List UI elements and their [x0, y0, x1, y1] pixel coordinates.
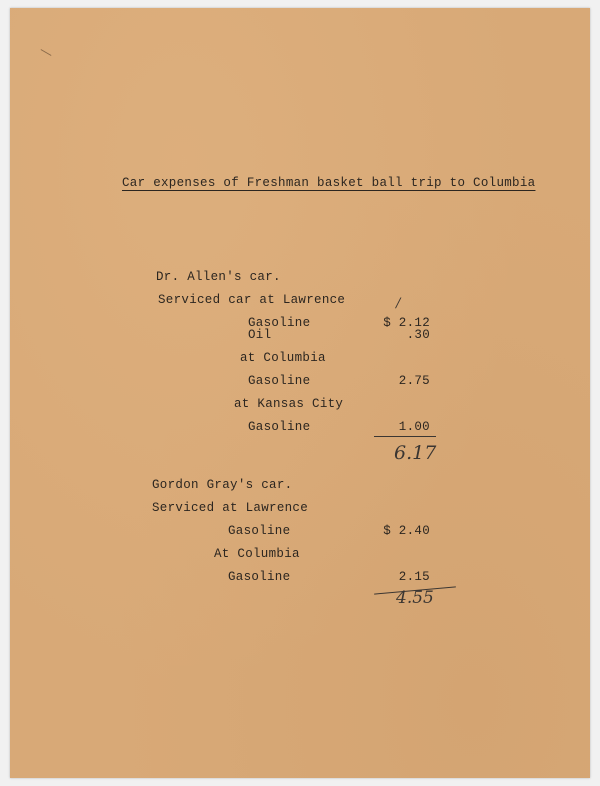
allen-gasoline-3-label: Gasoline	[248, 420, 311, 434]
allen-gasoline-2-amount: 2.75	[398, 374, 430, 388]
document-page	[10, 8, 590, 778]
document-title: Car expenses of Freshman basket ball trip to Columbia	[122, 176, 536, 190]
gray-gasoline-2-label: Gasoline	[228, 570, 291, 584]
gray-gasoline-2-amount: 2.15	[398, 570, 430, 584]
allen-gasoline-1-label: Gasoline	[248, 316, 311, 330]
gray-gasoline-1-label: Gasoline	[228, 524, 291, 538]
allen-at-kansas-city: at Kansas City	[234, 397, 344, 411]
allen-oil-amount: .30	[406, 328, 430, 342]
gray-gasoline-1-amount: $ 2.40	[383, 524, 430, 538]
allen-heading: Dr. Allen's car.	[156, 270, 281, 284]
allen-gasoline-2-label: Gasoline	[248, 374, 311, 388]
gray-heading: Gordon Gray's car.	[152, 478, 293, 492]
gray-serviced-line: Serviced at Lawrence	[152, 501, 309, 515]
allen-serviced-line: Serviced car at Lawrence	[158, 293, 346, 307]
allen-gasoline-1-amount: $ 2.12	[383, 316, 430, 330]
allen-tick-mark: /	[396, 296, 401, 311]
allen-gasoline-3-amount: 1.00	[398, 420, 430, 434]
gray-at-columbia: At Columbia	[214, 547, 300, 561]
allen-at-columbia: at Columbia	[240, 351, 326, 365]
allen-total-rule	[374, 436, 436, 437]
allen-total-handwritten: 6.17	[394, 442, 437, 464]
gray-total-handwritten: 4.55	[396, 588, 434, 608]
paper-mark	[41, 49, 52, 56]
allen-oil-label: Oil	[248, 328, 272, 342]
